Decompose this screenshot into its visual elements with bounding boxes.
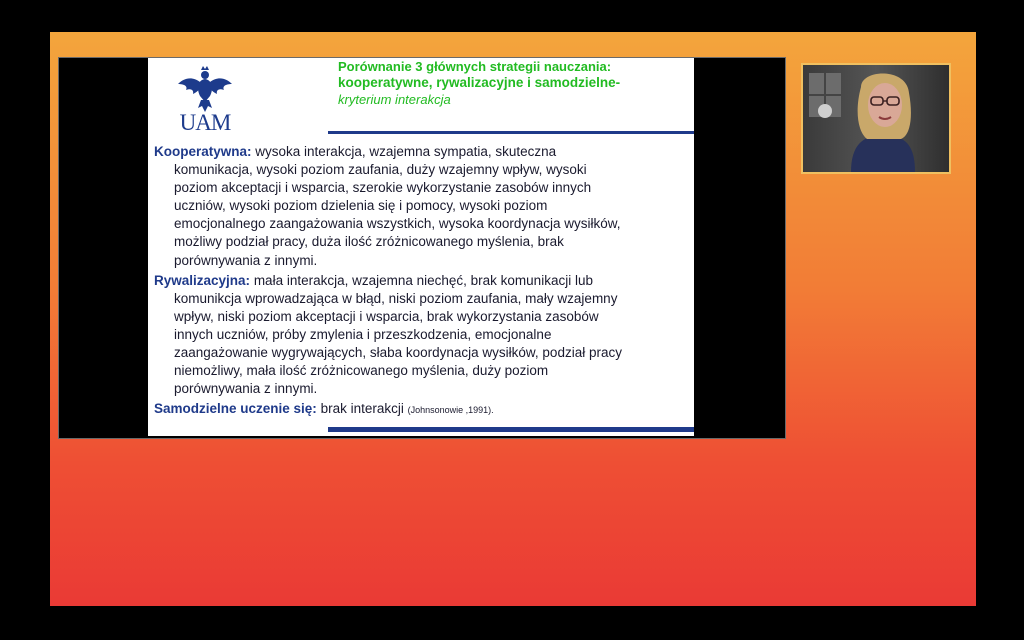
participant-video <box>803 65 949 172</box>
uam-logo <box>176 66 234 142</box>
samodzielne-term: Samodzielne uczenie się: <box>154 401 317 417</box>
rywalizacyjna-term: Rywalizacyjna: <box>154 272 251 288</box>
logo-text: UAM <box>179 110 231 135</box>
slide-title-line-2: kooperatywne, rywalizacyjne i samodzielne- <box>338 75 621 90</box>
slide-title-line-3: kryterium interakcja <box>338 92 451 107</box>
citation: (Johnsonowie ,1991). <box>407 405 494 416</box>
kooperatywna-term: Kooperatywna: <box>154 144 252 159</box>
webcam-thumbnail[interactable] <box>801 63 951 174</box>
rywalizacyjna-section: Rywalizacyjna: mała interakcja, wzajemna niechęć, brak komunikacji lub komunikcja wprowadzająca w błąd, niski poziom zaufania, mały wzajemny wpływ, niski poziom akceptacji i wsparcia, brak wykorzystania zasobów innych uczniów, próby zmylenia i przeszkodzenia, emocjonalne zaangażowanie wygrywających, słaba koordynacja wysiłków, podział pracy niemożliwy, mała ilość zróżnicowanego myślenia, duży poziom porównywania z innymi. <box>154 272 622 397</box>
presentation-slide <box>148 58 694 436</box>
samodzielne-section: Samodzielne uczenie się: brak interakcji (Johnsonowie ,1991). <box>154 401 494 417</box>
footer-divider <box>328 427 694 432</box>
kooperatywna-section: Kooperatywna: wysoka interakcja, wzajemna sympatia, skuteczna komunikacja, wysoki poziom zaufania, duży wzajemny wpływ, wysoki poziom akceptacji i wsparcia, szerokie wykorzystanie zasobów innych uczniów, wysoki poziom dzielenia się i pomocy, wysoki poziom emocjonalnego zaangażowania wszystkich, wysoka koordynacja wysiłków, możliwy podział pracy, duża ilość zróżnicowanego myślenia, brak porównywania z innymi. <box>154 144 621 268</box>
slide-body <box>154 143 688 421</box>
slide-title-line-1: Porównanie 3 głównych strategii nauczania: <box>338 59 612 74</box>
header-divider <box>328 131 694 134</box>
eagle-icon <box>176 66 234 114</box>
